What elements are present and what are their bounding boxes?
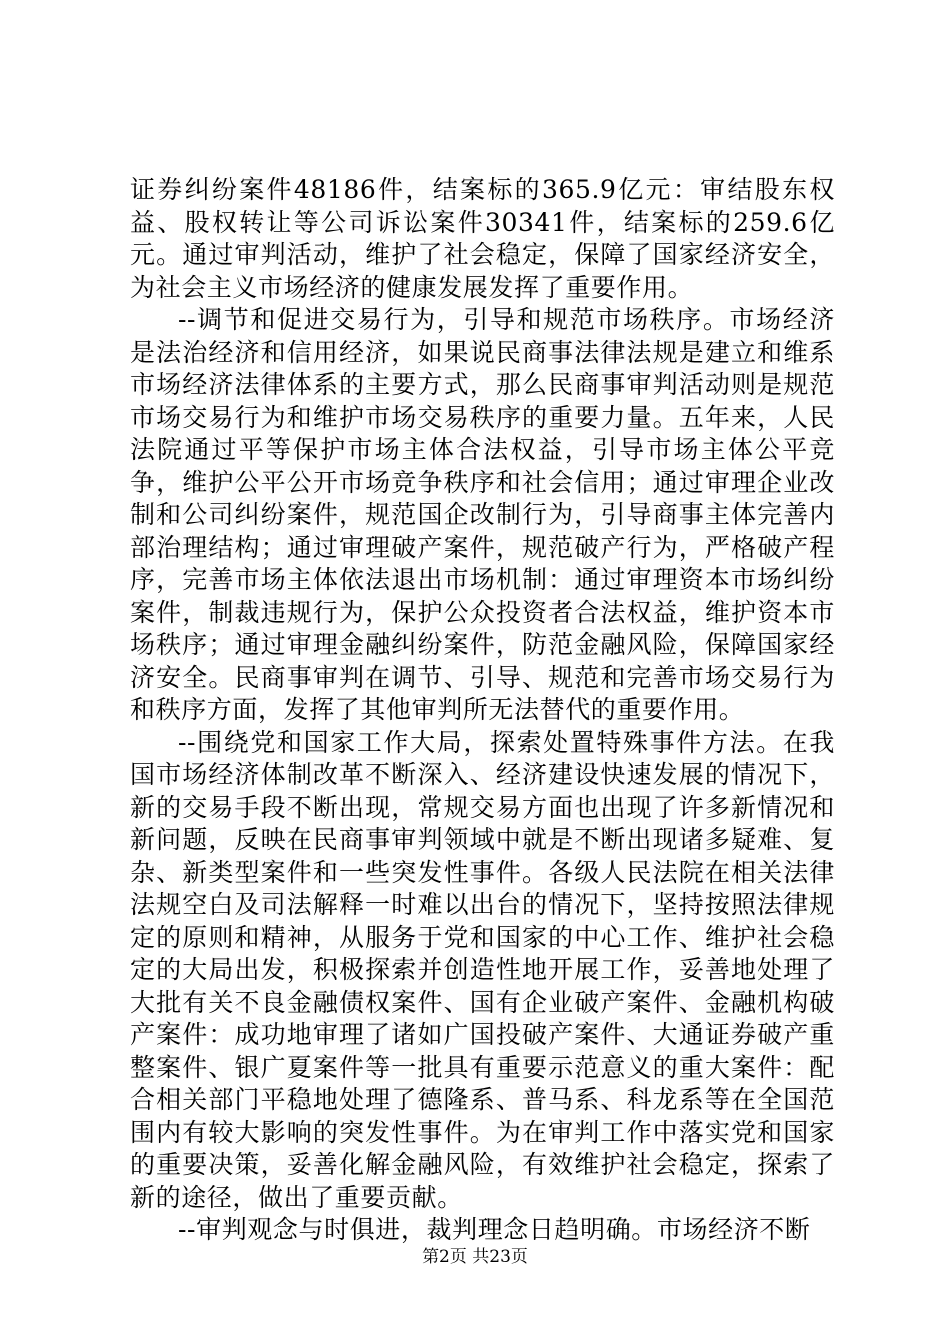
paragraph-continuation: 证券纠纷案件48186件，结案标的365.9亿元：审结股东权益、股权转让等公司诉讼案件30341件，结案标的259.6亿元。通过审判活动，维护了社会稳定，保障了国家经济安全，为社会主义市场经济的健康发展发挥了重要作用。: [130, 175, 835, 302]
paragraph-market-order: --调节和促进交易行为，引导和规范市场秩序。市场经济是法治经济和信用经济，如果说民商事法律法规是建立和维系市场经济法律体系的主要方式，那么民商事审判活动则是规范市场交易行为和维护市场交易秩序的重要力量。五年来，人民法院通过平等保护市场主体合法权益，引导市场主体公平竞争，维护公平公开市场竞争秩序和社会信用；通过审理企业改制和公司纠纷案件，规范国企改制行为，引导商事主体完善内部治理结构；通过审理破产案件，规范破产行为，严格破产程序，完善市场主体依法退出市场机制：通过审理资本市场纠纷案件，制裁违规行为，保护公众投资者合法权益，维护资本市场秩序；通过审理金融纠纷案件，防范金融风险，保障国家经济安全。民商事审判在调节、引导、规范和完善市场交易行为和秩序方面，发挥了其他审判所无法替代的重要作用。: [130, 305, 835, 724]
paragraph-special-events: --围绕党和国家工作大局，探索处置特殊事件方法。在我国市场经济体制改革不断深入、经济建设快速发展的情况下，新的交易手段不断出现，常规交易方面也出现了许多新情况和新问题，反映在民商事审判领域中就是不断出现诸多疑难、复杂、新类型案件和一些突发性事件。各级人民法院在相关法律法规空白及司法解释一时难以出台的情况下，坚持按照法律规定的原则和精神，从服务于党和国家的中心工作、维护社会稳定的大局出发，积极探索并创造性地开展工作，妥善地处理了大批有关不良金融债权案件、国有企业破产案件、金融机构破产案件：成功地审理了诸如广国投破产案件、大通证券破产重整案件、银广夏案件等一批具有重要示范意义的重大案件：配合相关部门平稳地处理了德隆系、普马系、科龙系等在全国范围内有较大影响的突发性事件。为在审判工作中落实党和国家的重要决策，妥善化解金融风险，有效维护社会稳定，探索了新的途径，做出了重要贡献。: [130, 727, 835, 1212]
document-body: [130, 174, 835, 1247]
paragraph-judicial-concepts: --审判观念与时俱进，裁判理念日趋明确。市场经济不断: [178, 1215, 811, 1244]
page-number-footer: 第2页 共23页: [422, 1247, 528, 1267]
